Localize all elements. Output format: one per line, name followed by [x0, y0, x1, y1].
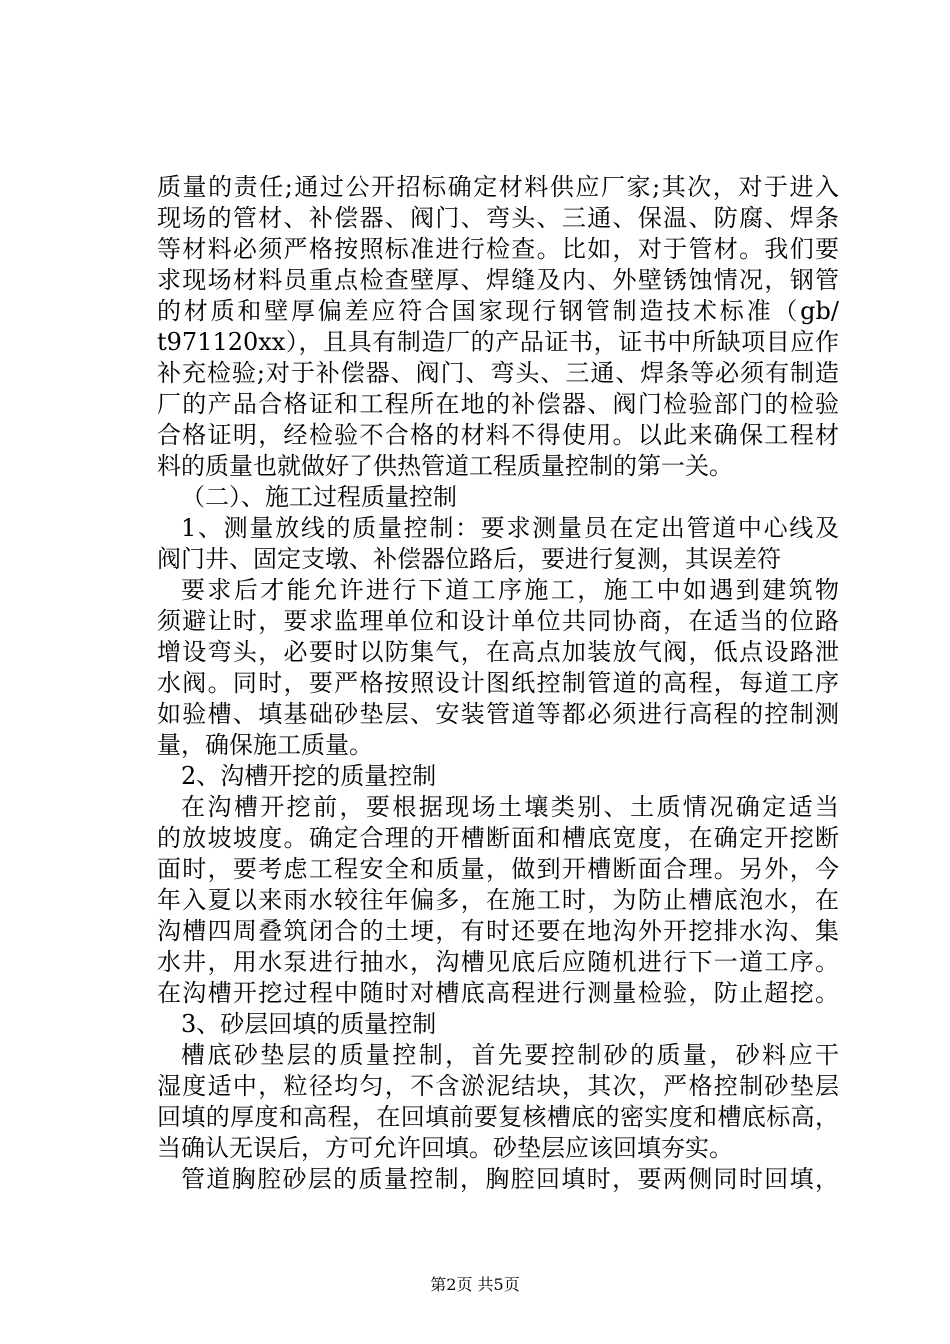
- text-line: 的放坡坡度。确定合理的开槽断面和槽底宽度，在确定开挖断: [157, 824, 839, 852]
- text-line: 年入夏以来雨水较往年偏多，在施工时，为防止槽底泡水，在: [157, 886, 839, 914]
- text-line: 要求后才能允许进行下道工序施工，施工中如遇到建筑物: [181, 576, 839, 604]
- text-line: 3、砂层回填的质量控制: [181, 1010, 437, 1038]
- body-text: [157, 172, 839, 1195]
- text-line: 水井，用水泵进行抽水，沟槽见底后应随机进行下一道工序。: [157, 948, 839, 976]
- text-line: 水阀。同时，要严格按照设计图纸控制管道的高程，每道工序: [157, 669, 839, 697]
- text-line: 现场的管材、补偿器、阀门、弯头、三通、保温、防腐、焊条: [157, 204, 839, 232]
- text-line: （二）、施工过程质量控制: [181, 483, 457, 511]
- text-line: 阀门井、固定支墩、补偿器位路后，要进行复测，其误差符: [157, 545, 781, 573]
- text-line: 料的质量也就做好了供热管道工程质量控制的第一关。: [157, 452, 733, 480]
- text-line: 在沟槽开挖前，要根据现场土壤类别、土质情况确定适当: [181, 793, 839, 821]
- text-line: 沟槽四周叠筑闭合的土埂，有时还要在地沟外开挖排水沟、集: [157, 917, 839, 945]
- text-line: 厂的产品合格证和工程所在地的补偿器、阀门检验部门的检验: [157, 390, 839, 418]
- text-line: 增设弯头，必要时以防集气，在高点加装放气阀，低点设路泄: [157, 638, 839, 666]
- text-line: 管道胸腔砂层的质量控制，胸腔回填时，要两侧同时回填，: [181, 1165, 839, 1193]
- text-line: 如验槽、填基础砂垫层、安装管道等都必须进行高程的控制测: [157, 700, 839, 728]
- text-line: 合格证明，经检验不合格的材料不得使用。以此来确保工程材: [157, 421, 839, 449]
- text-line: 补充检验;对于补偿器、阀门、弯头、三通、焊条等必须有制造: [157, 359, 839, 387]
- text-line: 的材质和壁厚偏差应符合国家现行钢管制造技术标准（gb/: [157, 297, 839, 325]
- text-line: 求现场材料员重点检查壁厚、焊缝及内、外壁锈蚀情况，钢管: [157, 266, 839, 294]
- text-line: 须避让时，要求监理单位和设计单位共同协商，在适当的位路: [157, 607, 839, 635]
- text-line: 等材料必须严格按照标准进行检查。比如，对于管材。我们要: [157, 235, 839, 263]
- text-line: t971120xx），且具有制造厂的产品证书，证书中所缺项目应作: [157, 328, 839, 356]
- text-line: 2、沟槽开挖的质量控制: [181, 762, 437, 790]
- text-line: 面时，要考虑工程安全和质量，做到开槽断面合理。另外，今: [157, 855, 839, 883]
- text-line: 槽底砂垫层的质量控制，首先要控制砂的质量，砂料应干: [181, 1041, 839, 1069]
- text-line: 湿度适中，粒径均匀，不含淤泥结块，其次，严格控制砂垫层: [157, 1072, 839, 1100]
- page-footer: 第2页 共5页: [430, 1275, 520, 1294]
- text-line: 回填的厚度和高程，在回填前要复核槽底的密实度和槽底标高，: [157, 1103, 839, 1131]
- text-line: 在沟槽开挖过程中随时对槽底高程进行测量检验，防止超挖。: [157, 979, 839, 1007]
- text-line: 质量的责任;通过公开招标确定材料供应厂家;其次，对于进入: [157, 173, 839, 201]
- text-line: 量，确保施工质量。: [157, 731, 373, 759]
- text-line: 当确认无误后，方可允许回填。砂垫层应该回填夯实。: [157, 1134, 733, 1162]
- text-line: 1、测量放线的质量控制：要求测量员在定出管道中心线及: [181, 514, 839, 542]
